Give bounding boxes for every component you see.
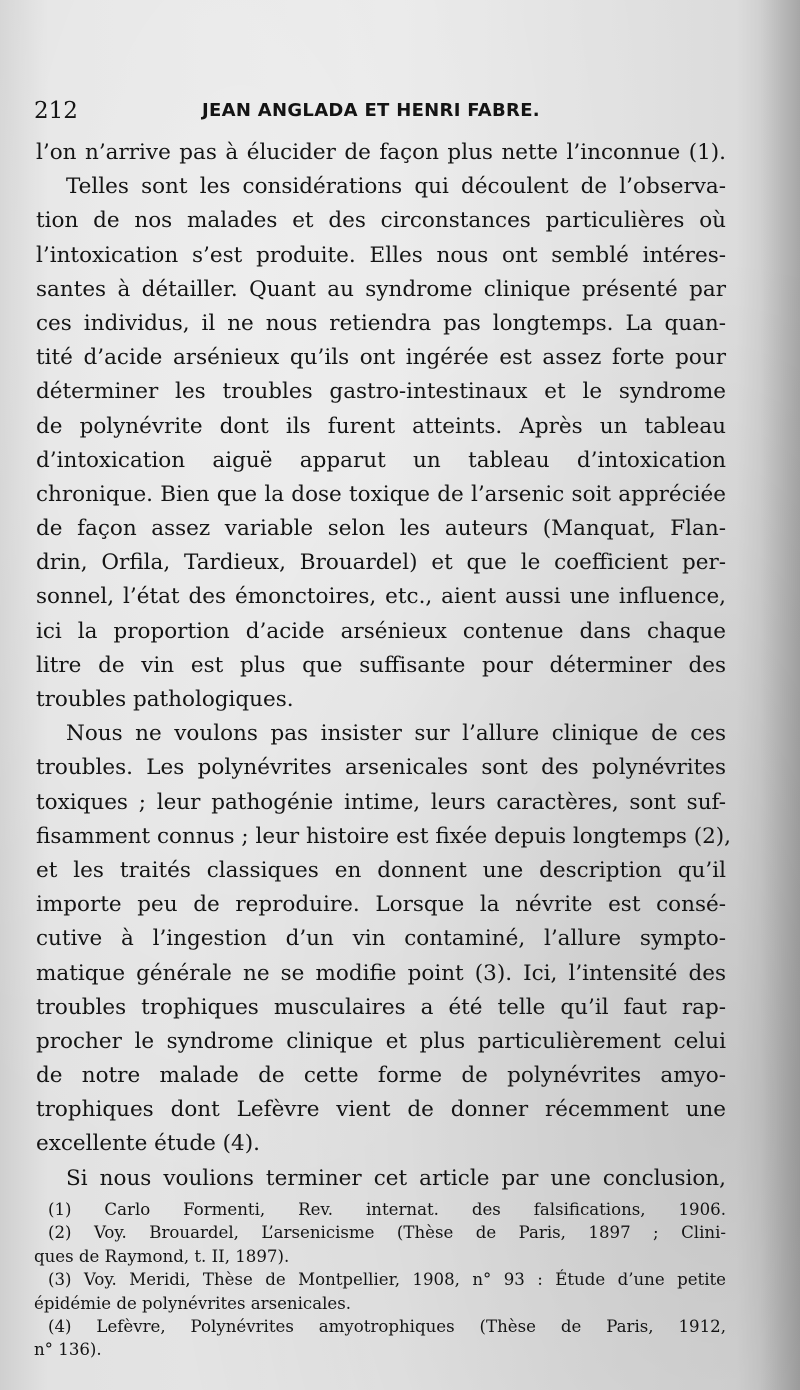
text-line: d’intoxication aiguë apparut un tableau d’intoxication [36,447,726,473]
text-line: ici la proportion d’acide arsénieux contenue dans chaque [36,618,726,644]
text-line: toxiques ; leur pathogénie intime, leurs caractères, sont suf- [36,789,726,815]
text-line: et les traités classiques en donnent une description qu’il [36,857,726,883]
text-line: troubles trophiques musculaires a été telle qu’il faut rap- [36,994,726,1020]
footnote-line: n° 136). [34,1340,102,1360]
footnote-line: (3) Voy. Meridi, Thèse de Montpellier, 1908, n° 93 : Étude d’une petite [48,1270,726,1290]
page-header [34,98,754,128]
text-line: de notre malade de cette forme de polynévrites amyo- [36,1063,726,1089]
text-line: procher le syndrome clinique et plus particulièrement celui [36,1028,726,1054]
text-line: l’intoxication s’est produite. Elles nous ont semblé intéres- [36,242,726,268]
page-number: 212 [34,98,78,124]
text-line: litre de vin est plus que suffisante pour déterminer des [36,652,726,678]
text-line: déterminer les troubles gastro-intestinaux et le syndrome [36,379,726,405]
text-line: trophiques dont Lefèvre vient de donner récemment une [36,1097,726,1123]
text-line: santes à détailler. Quant au syndrome clinique présenté par [36,276,726,302]
text-line: ces individus, il ne nous retiendra pas longtemps. La quan- [36,310,726,336]
text-line: importe peu de reproduire. Lorsque la névrite est consé- [36,892,726,918]
footnote-line: (1) Carlo Formenti, Rev. internat. des falsifications, 1906. [48,1200,726,1219]
text-line: sonnel, l’état des émonctoires, etc., aient aussi une influence, [36,584,726,610]
text-line: fisamment connus ; leur histoire est fixée depuis longtemps (2), [36,823,732,849]
footnotes [34,1198,726,1362]
footnote-line: épidémie de polynévrites arsenicales. [34,1293,351,1313]
text-line: cutive à l’ingestion d’un vin contaminé, l’allure sympto- [36,926,726,952]
text-line: Nous ne voulons pas insister sur l’allure clinique de ces [66,721,726,747]
text-line: Telles sont les considérations qui découlent de l’observa- [66,174,726,200]
body-text [36,136,732,1196]
text-line: de façon assez variable selon les auteurs (Manquat, Flan- [36,516,726,542]
text-line: Si nous voulions terminer cet article par une conclusion, [66,1165,726,1191]
text-line: drin, Orfila, Tardieux, Brouardel) et que le coefficient per- [36,550,726,576]
text-line: excellente étude (4). [36,1131,260,1157]
running-title: JEAN ANGLADA ET HENRI FABRE. [202,100,540,121]
footnote-line: ques de Raymond, t. II, 1897). [34,1246,290,1266]
page-edge-shadow [760,0,800,1390]
text-line: tion de nos malades et des circonstances particulières où [36,208,726,234]
text-line: troubles pathologiques. [36,687,294,712]
footnote-line: (4) Lefèvre, Polynévrites amyotrophiques (Thèse de Paris, 1912, [48,1316,726,1336]
text-line: matique générale ne se modifie point (3). Ici, l’intensité des [36,960,726,986]
footnote-line: (2) Voy. Brouardel, L’arsenicisme (Thèse de Paris, 1897 ; Clini- [48,1223,726,1243]
text-line: troubles. Les polynévrites arsenicales sont des polynévrites [36,755,726,781]
text-line: tité d’acide arsénieux qu’ils ont ingérée est assez forte pour [36,345,726,371]
text-line: chronique. Bien que la dose toxique de l’arsenic soit appréciée [36,481,726,507]
text-line: de polynévrite dont ils furent atteints. Après un tableau [36,413,726,439]
text-line: l’on n’arrive pas à élucider de façon plus nette l’inconnue (1). [36,140,726,165]
